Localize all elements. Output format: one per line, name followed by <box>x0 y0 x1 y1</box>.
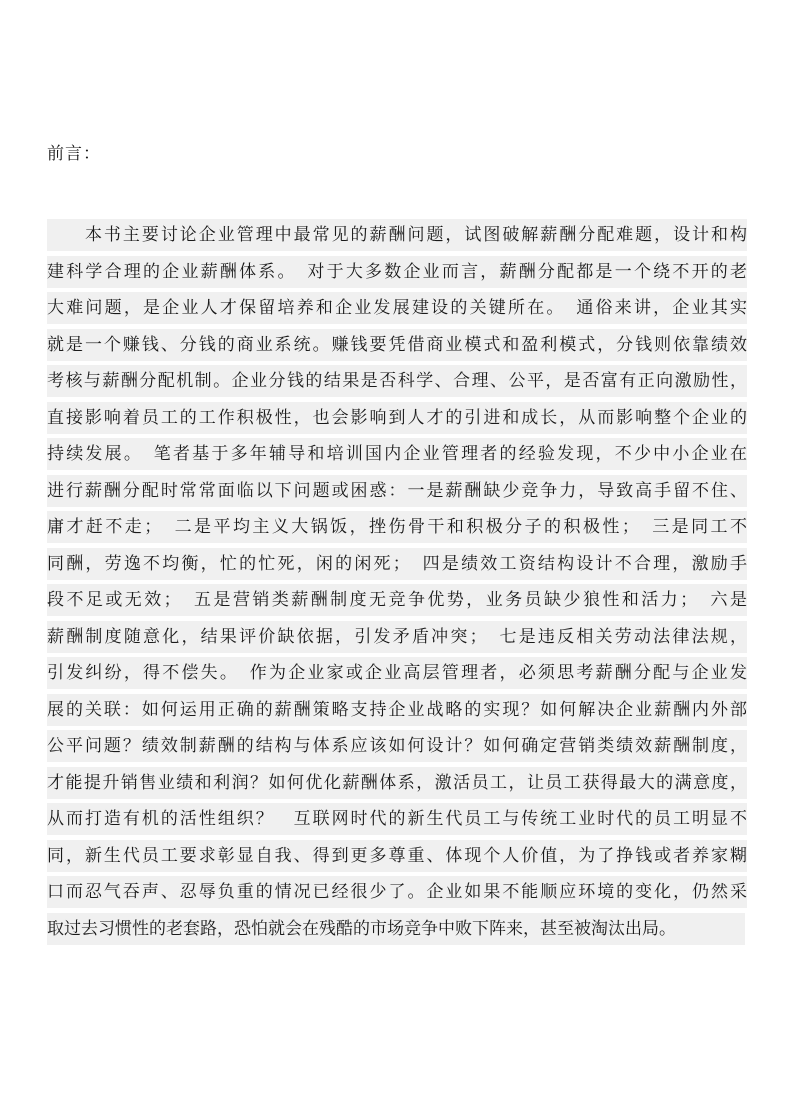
preface-heading: 前言： <box>47 144 101 164</box>
text-line: 才能提升销售业绩和利润？如何优化薪酬体系，激活员工，让员工获得最大的满意度， <box>47 767 747 799</box>
text-line: 同，新生代员工要求彰显自我、得到更多尊重、体现个人价值，为了挣钱或者养家糊 <box>47 840 747 872</box>
text-line: 建科学合理的企业薪酬体系。 对于大多数企业而言，薪酬分配都是一个绕不开的老 <box>47 256 747 288</box>
text-line: 引发纠纷，得不偿失。 作为企业家或企业高层管理者，必须思考薪酬分配与企业发 <box>47 657 747 689</box>
text-line: 从而打造有机的活性组织？ 互联网时代的新生代员工与传统工业时代的员工明显不 <box>47 803 747 835</box>
text-line: 薪酬制度随意化，结果评价缺依据，引发矛盾冲突； 七是违反相关劳动法律法规， <box>47 621 747 653</box>
text-line: 段不足或无效； 五是营销类薪酬制度无竞争优势，业务员缺少狼性和活力； 六是 <box>47 584 747 616</box>
text-line: 直接影响着员工的工作积极性，也会影响到人才的引进和成长，从而影响整个企业的 <box>47 402 747 434</box>
text-line: 展的关联：如何运用正确的薪酬策略支持企业战略的实现？如何解决企业薪酬内外部 <box>47 694 747 726</box>
text-line: 进行薪酬分配时常常面临以下问题或困惑：一是薪酬缺少竞争力，导致高手留不住、 <box>47 475 747 507</box>
text-line: 同酬，劳逸不均衡，忙的忙死，闲的闲死； 四是绩效工资结构设计不合理，激励手 <box>47 548 747 580</box>
text-line: 公平问题？绩效制薪酬的结构与体系应该如何设计？如何确定营销类绩效薪酬制度， <box>47 730 747 762</box>
text-line: 口而忍气吞声、忍辱负重的情况已经很少了。企业如果不能顺应环境的变化，仍然采 <box>47 876 747 908</box>
preface-body <box>47 219 747 949</box>
text-line: 庸才赶不走； 二是平均主义大锅饭，挫伤骨干和积极分子的积极性； 三是同工不 <box>47 511 747 543</box>
text-line: 大难问题，是企业人才保留培养和企业发展建设的关键所在。 通俗来讲，企业其实 <box>47 292 747 324</box>
text-line: 就是一个赚钱、分钱的商业系统。赚钱要凭借商业模式和盈利模式，分钱则依靠绩效 <box>47 329 747 361</box>
text-line: 取过去习惯性的老套路，恐怕就会在残酷的市场竞争中败下阵来，甚至被淘汰出局。 <box>47 913 747 945</box>
text-line: 考核与薪酬分配机制。企业分钱的结果是否科学、合理、公平，是否富有正向激励性， <box>47 365 747 397</box>
text-line: 持续发展。 笔者基于多年辅导和培训国内企业管理者的经验发现，不少中小企业在 <box>47 438 747 470</box>
text-line: 本书主要讨论企业管理中最常见的薪酬问题，试图破解薪酬分配难题，设计和构 <box>47 219 747 251</box>
